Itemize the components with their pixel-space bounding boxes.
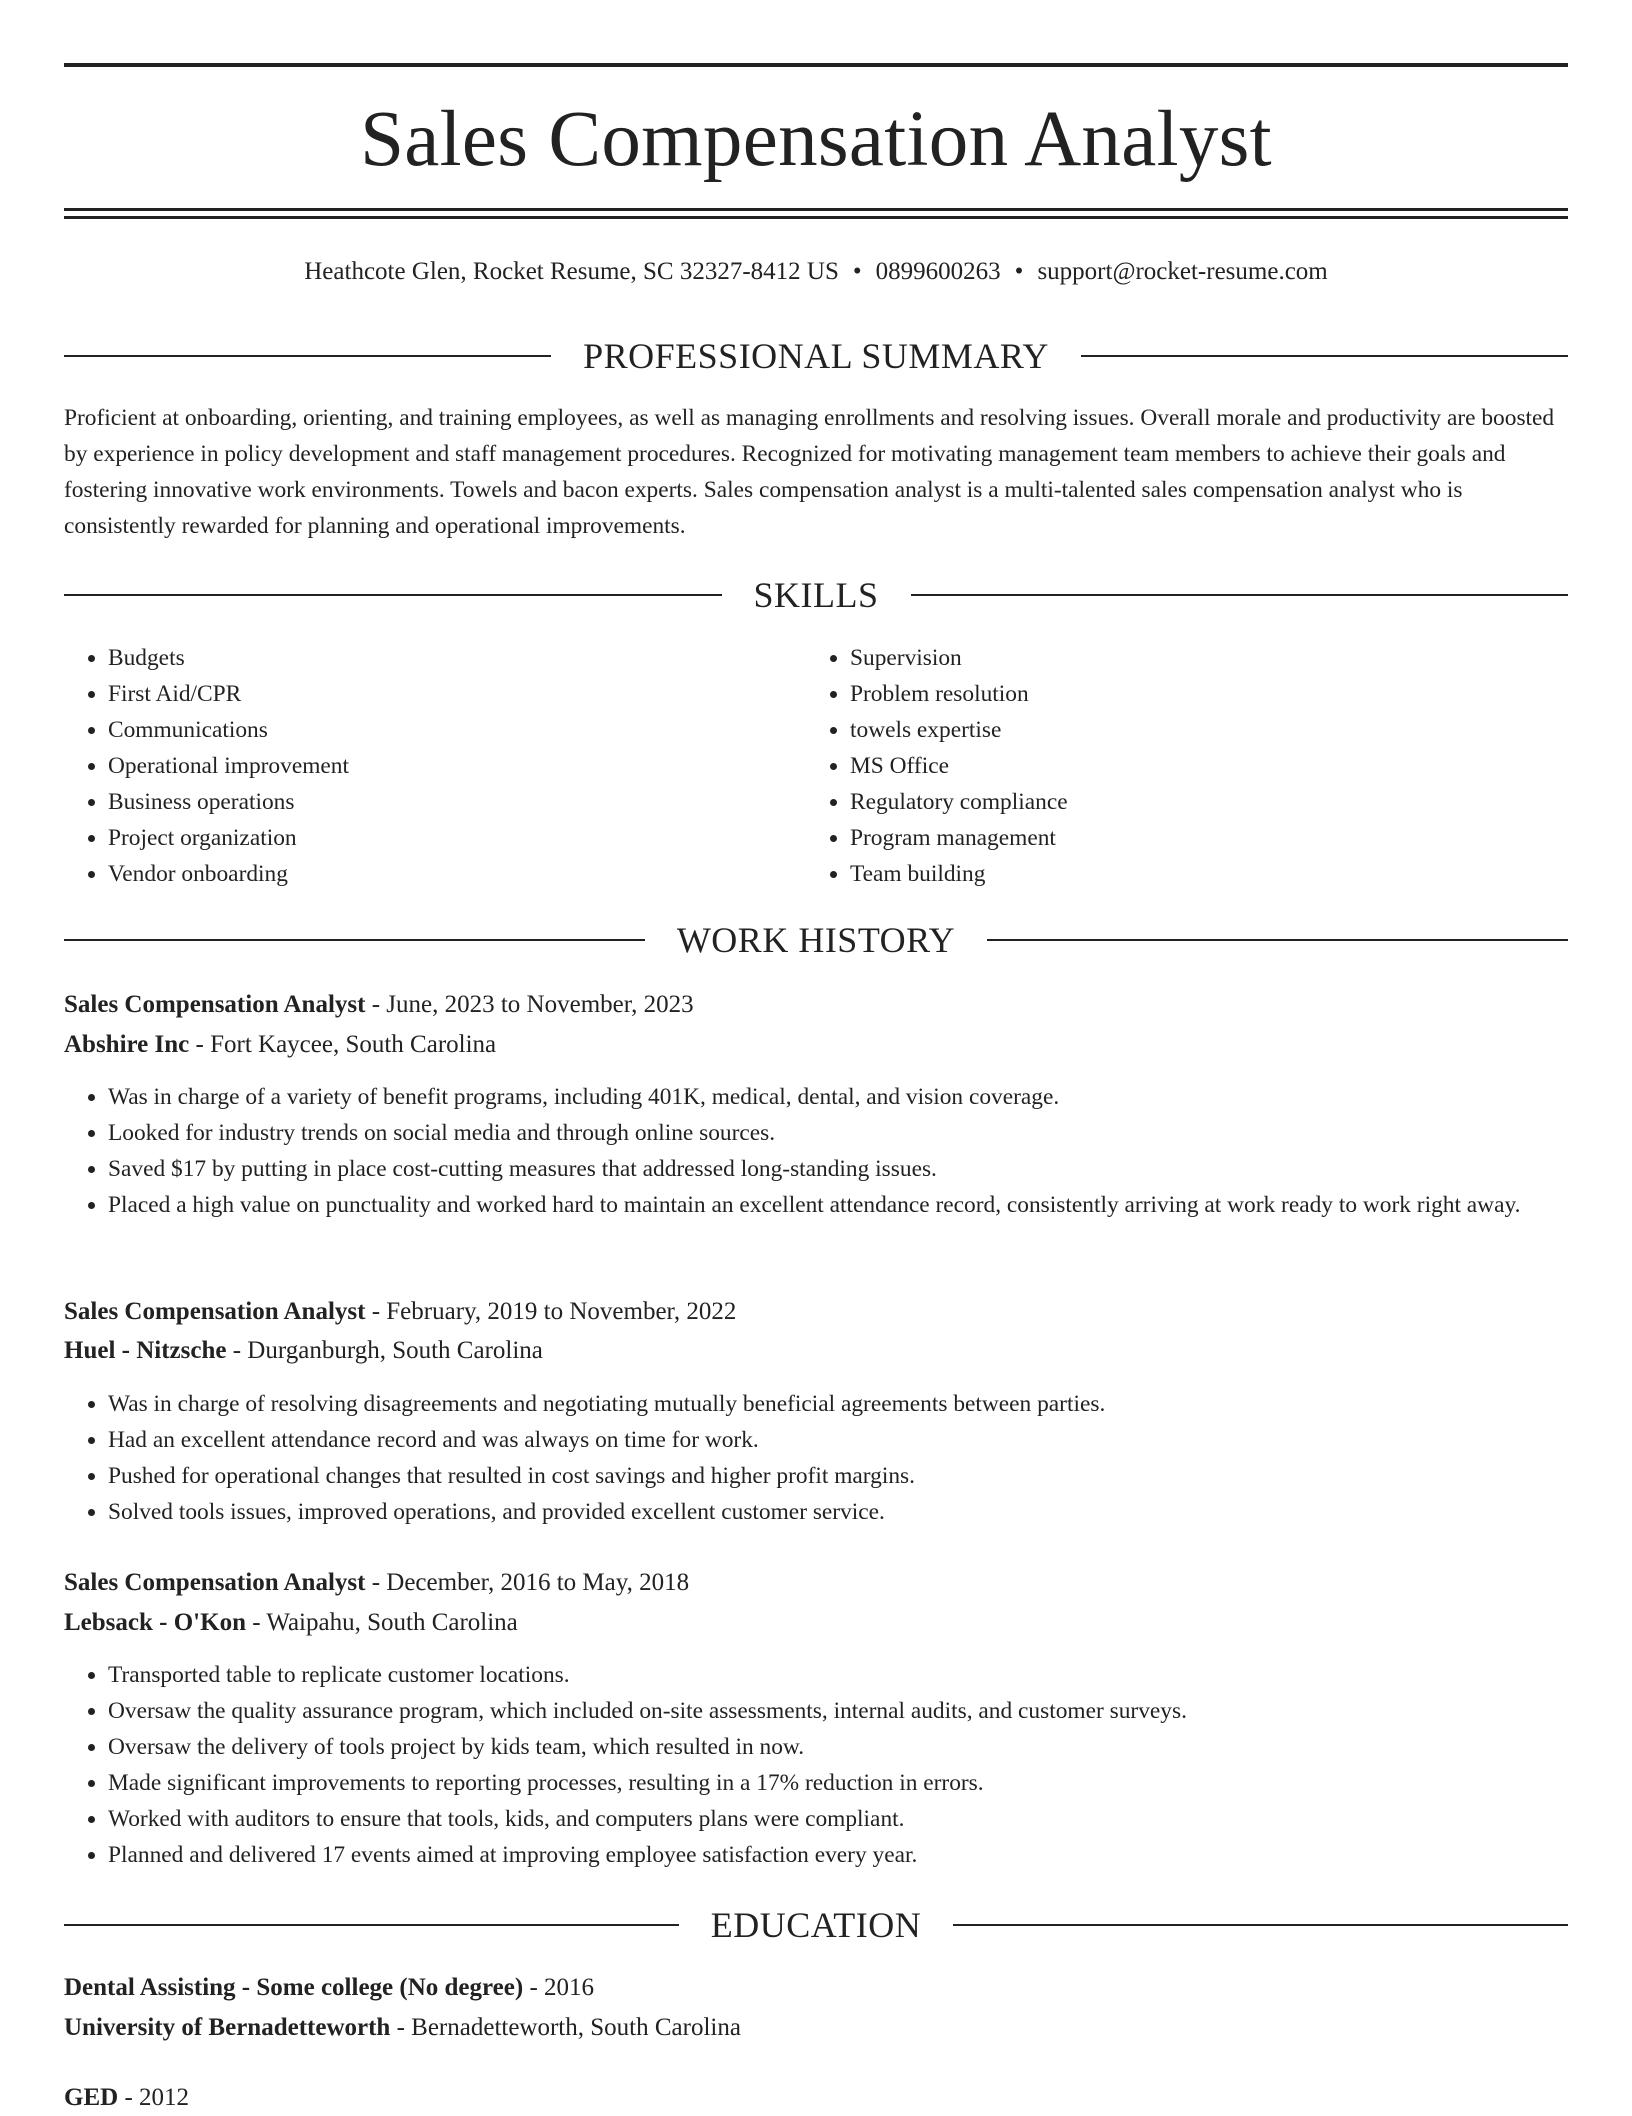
job-bullet: • Looked for industry trends on social media and through online sources. [108, 1115, 1612, 1151]
section-title: WORK HISTORY [676, 920, 956, 960]
job-dates: February, 2019 to November, 2022 [386, 1298, 737, 1325]
job-location: Fort Kaycee, South Carolina [210, 1031, 497, 1058]
skill-item: • Project organization [108, 820, 808, 856]
skill-item: • Communications [108, 712, 808, 748]
section-header-skills [64, 573, 1568, 617]
skill-item: • Program management [850, 820, 1550, 856]
job-bullet: • Had an excellent attendance record and was always on time for work. [108, 1422, 1612, 1458]
skill-item: • Business operations [108, 784, 808, 820]
skill-item: • Operational improvement [108, 748, 808, 784]
job-company: Abshire Inc [64, 1031, 190, 1058]
job-location: Durganburgh, South Carolina [247, 1337, 543, 1364]
job-dates: June, 2023 to November, 2023 [386, 991, 694, 1018]
job-bullet: • Made significant improvements to reporting processes, resulting in a 17% reduction in errors. [108, 1765, 1612, 1801]
skill-item: • First Aid/CPR [108, 676, 808, 712]
job-company-line: Abshire Inc - Fort Kaycee, South Carolina [64, 1031, 497, 1058]
education-school: University of Bernadetteworth [64, 2014, 391, 2041]
job-bullet: • Solved tools issues, improved operations, and provided excellent customer service. [108, 1494, 1612, 1530]
job-bullet-list [64, 1079, 1612, 1223]
skill-item: • MS Office [850, 748, 1550, 784]
top-rule [64, 63, 1568, 67]
job-bullet-list [64, 1386, 1612, 1530]
job-title-line: Sales Compensation Analyst - December, 2016 to May, 2018 [64, 1569, 690, 1596]
job-company: Huel - Nitzsche [64, 1337, 227, 1364]
section-header-summary [64, 334, 1568, 378]
skill-item: • Regulatory compliance [850, 784, 1550, 820]
contact-phone: 0899600263 [875, 258, 1001, 285]
education-degree-line: Dental Assisting - Some college (No degree) - 2016 [64, 1974, 595, 2001]
skill-item: • Budgets [108, 640, 808, 676]
job-title-line: Sales Compensation Analyst - February, 2019 to November, 2022 [64, 1298, 737, 1325]
summary-text: Proficient at onboarding, orienting, and training employees, as well as managing enrollments and resolving issues. Overall morale and productivity are boosted by experience in policy development and staff management procedures. Recognized for motivating management team members to achieve their goals and fostering innovative work environments. Towels and bacon experts. Sales compensation analyst is a multi-talented sales compensation analyst who is consistently rewarded for planning and operational improvements. [64, 405, 1555, 539]
skill-item: • Vendor onboarding [108, 856, 808, 892]
job-bullet: • Placed a high value on punctuality and worked hard to maintain an excellent attendance record, consistently arriving at work ready to work right away. [108, 1187, 1612, 1223]
education-degree: GED [64, 2084, 119, 2111]
job-bullet-list [64, 1657, 1612, 1873]
job-bullet: • Oversaw the quality assurance program, which included on-site assessments, internal audits, and customer surveys. [108, 1693, 1612, 1729]
job-company-line: Huel - Nitzsche - Durganburgh, South Carolina [64, 1337, 543, 1364]
education-location: Bernadetteworth, South Carolina [411, 2014, 741, 2041]
skill-item: • Team building [850, 856, 1550, 892]
education-degree-line: GED - 2012 [64, 2084, 190, 2111]
title-underline-rule-upper [64, 208, 1568, 211]
job-dates: December, 2016 to May, 2018 [386, 1569, 690, 1596]
job-bullet: • Was in charge of a variety of benefit programs, including 401K, medical, dental, and vision coverage. [108, 1079, 1612, 1115]
skill-item: • Problem resolution [850, 676, 1550, 712]
section-header-education [64, 1903, 1568, 1947]
job-bullet: • Was in charge of resolving disagreements and negotiating mutually beneficial agreements between parties. [108, 1386, 1612, 1422]
job-bullet: • Transported table to replicate customer locations. [108, 1657, 1612, 1693]
job-location: Waipahu, South Carolina [266, 1609, 518, 1636]
section-header-work-history [64, 918, 1568, 962]
education-degree: Dental Assisting - Some college (No degree) [64, 1974, 524, 2001]
contact-address: Heathcote Glen, Rocket Resume, SC 32327-8412 US [304, 258, 839, 285]
job-title: Sales Compensation Analyst [64, 1569, 366, 1596]
job-bullet: • Saved $17 by putting in place cost-cutting measures that addressed long-standing issues. [108, 1151, 1612, 1187]
job-company-line: Lebsack - O'Kon - Waipahu, South Carolina [64, 1609, 518, 1636]
job-bullet: • Planned and delivered 17 events aimed at improving employee satisfaction every year. [108, 1837, 1612, 1873]
job-title-line: Sales Compensation Analyst - June, 2023 to November, 2023 [64, 991, 694, 1018]
education-school-line: University of Bernadetteworth - Bernadetteworth, South Carolina [64, 2014, 741, 2041]
education-year: 2016 [544, 1974, 595, 2001]
skill-item: • Supervision [850, 640, 1550, 676]
job-bullet: • Pushed for operational changes that resulted in cost savings and higher profit margins. [108, 1458, 1612, 1494]
job-title: Sales Compensation Analyst [64, 1298, 366, 1325]
resume-title: Sales Compensation Analyst [360, 96, 1272, 183]
job-company: Lebsack - O'Kon [64, 1609, 246, 1636]
education-year: 2012 [139, 2084, 190, 2111]
section-title: EDUCATION [710, 1905, 922, 1945]
job-bullet: • Worked with auditors to ensure that tools, kids, and computers plans were compliant. [108, 1801, 1612, 1837]
job-title: Sales Compensation Analyst [64, 991, 366, 1018]
skill-item: • towels expertise [850, 712, 1550, 748]
contact-separator: • [1014, 258, 1024, 285]
contact-separator: • [852, 258, 862, 285]
skills-list-left [64, 640, 808, 892]
skills-list-right [806, 640, 1550, 892]
job-bullet: • Oversaw the delivery of tools project by kids team, which resulted in now. [108, 1729, 1612, 1765]
title-underline-rule-lower [64, 216, 1568, 219]
contact-email: support@rocket-resume.com [1037, 258, 1328, 285]
section-title: PROFESSIONAL SUMMARY [583, 336, 1049, 376]
contact-line [64, 255, 1568, 289]
section-title: SKILLS [753, 575, 879, 615]
